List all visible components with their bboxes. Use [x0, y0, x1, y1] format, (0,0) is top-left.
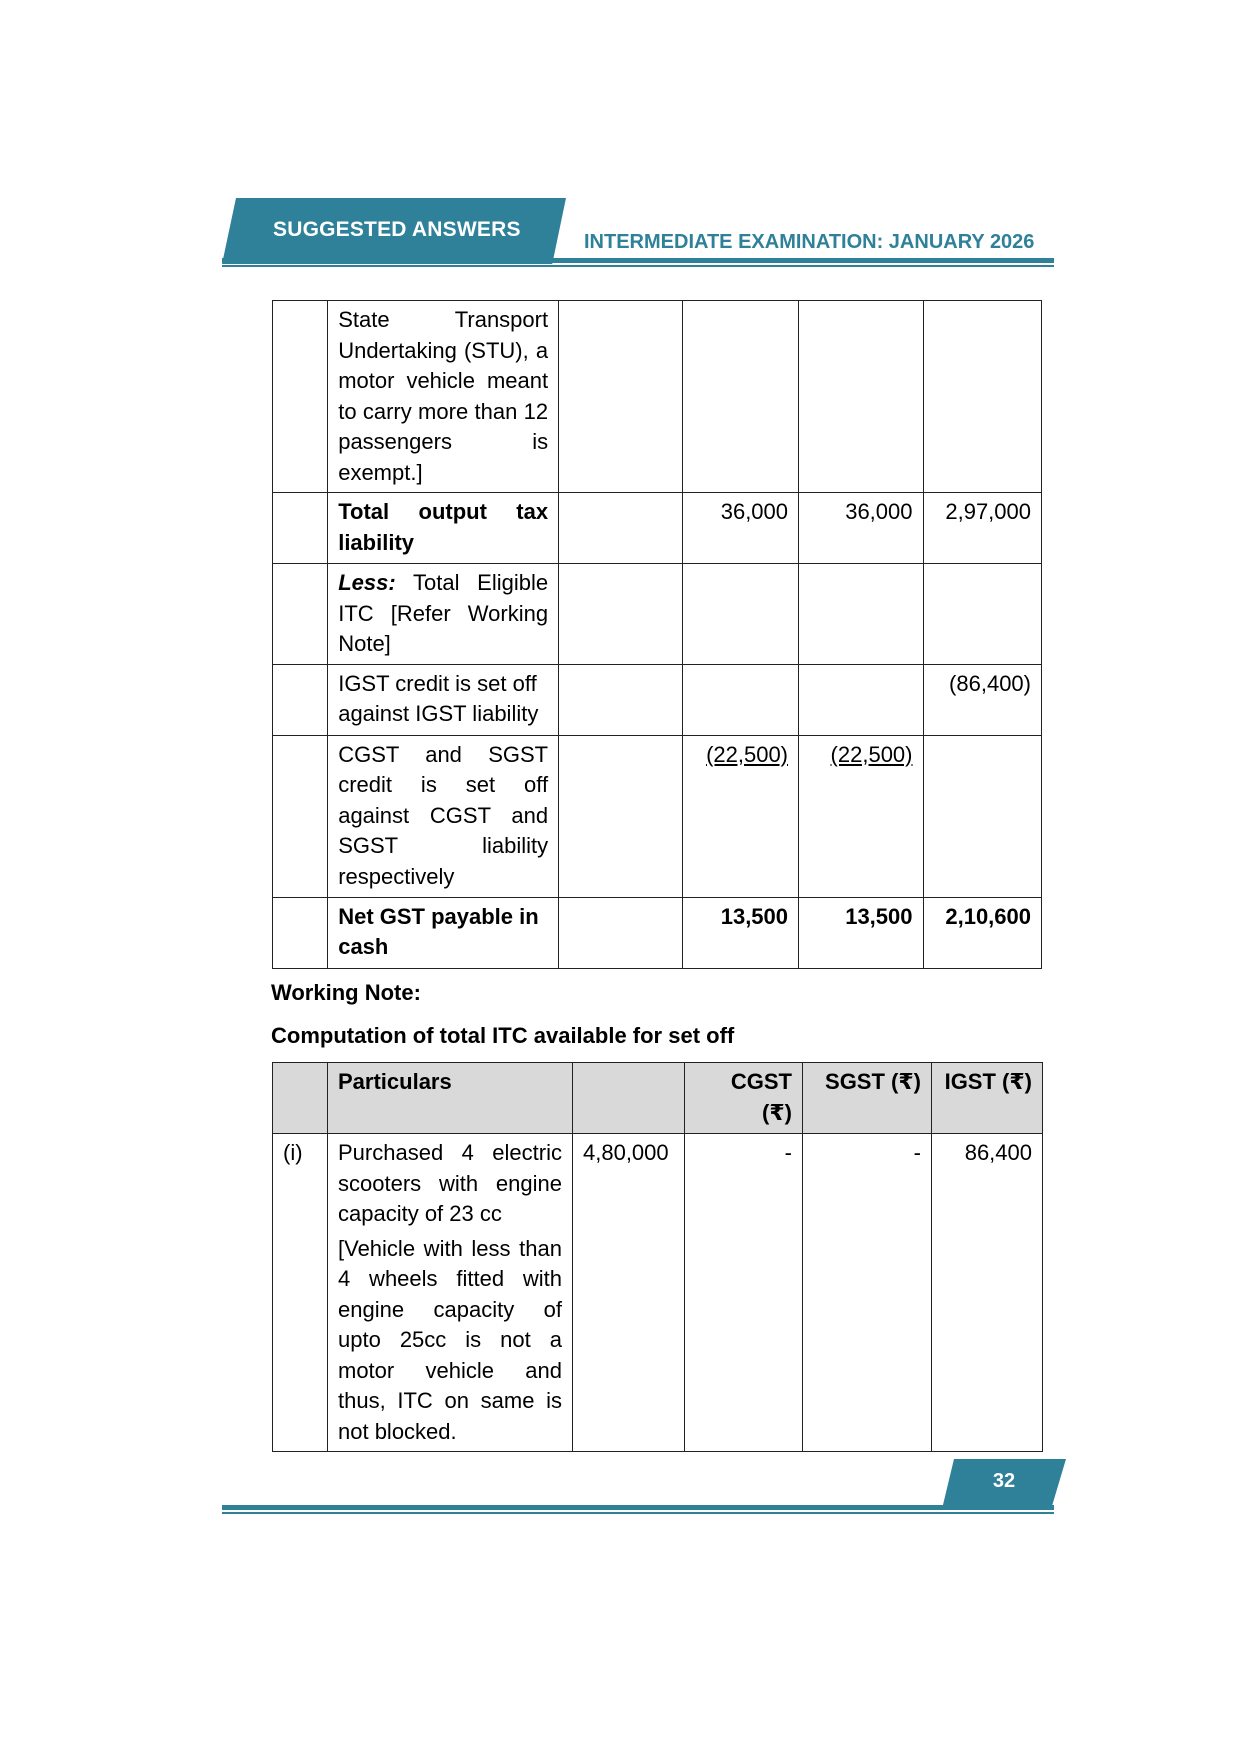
igst-header: IGST (₹): [932, 1063, 1043, 1134]
header-rule-thin: [222, 265, 1054, 267]
igst-cell: [923, 301, 1042, 493]
cgst-cell: [682, 301, 798, 493]
sgst-cell: (22,500): [799, 735, 923, 897]
table-row: [273, 664, 1042, 735]
cgst-cell: [682, 664, 798, 735]
sno-cell: (i): [273, 1134, 328, 1452]
description-cell: CGST and SGST credit is set off against CGST and SGST liability respectively: [328, 735, 559, 897]
sno-cell: [273, 897, 328, 968]
header-rule: [222, 258, 1054, 263]
cgst-cell: [682, 564, 798, 665]
igst-cell: [923, 735, 1042, 897]
item-description: Purchased 4 electric scooters with engine capacity of 23 cc: [338, 1140, 562, 1226]
description-cell: Total output tax liability: [328, 493, 559, 564]
sgst-cell: -: [803, 1134, 932, 1452]
sno-cell: [273, 493, 328, 564]
sno-cell: [273, 735, 328, 897]
particulars-header: Particulars: [328, 1063, 573, 1134]
cgst-cell: -: [685, 1134, 803, 1452]
table-row: [273, 1134, 1043, 1452]
description-cell: [328, 1134, 573, 1452]
cgst-cell: (22,500): [682, 735, 798, 897]
cgst-cell: 13,500: [682, 897, 798, 968]
igst-cell: [923, 564, 1042, 665]
table-row: [273, 301, 1042, 493]
table-row: [273, 564, 1042, 665]
table-header-row: [273, 1063, 1043, 1134]
sno-cell: [273, 664, 328, 735]
exam-title: INTERMEDIATE EXAMINATION: JANUARY 2026: [584, 231, 1035, 253]
description-cell: [328, 564, 559, 665]
sgst-cell: 13,500: [799, 897, 923, 968]
table-row: [273, 735, 1042, 897]
value-cell: [559, 564, 682, 665]
header-tab-label: SUGGESTED ANSWERS: [273, 218, 521, 241]
cgst-header: CGST (₹): [685, 1063, 803, 1134]
itc-table: [272, 1062, 1043, 1452]
sgst-header: SGST (₹): [803, 1063, 932, 1134]
sgst-cell: [799, 301, 923, 493]
working-note-subheading: Computation of total ITC available for set off: [271, 1023, 735, 1048]
page-number: 32: [992, 1470, 1016, 1492]
footer-rule: [222, 1505, 1054, 1510]
gst-liability-table: [272, 300, 1042, 969]
description-cell: IGST credit is set off against IGST liability: [328, 664, 559, 735]
sno-cell: [273, 301, 328, 493]
value-cell: 4,80,000: [573, 1134, 685, 1452]
less-text: Total Eligible ITC [Refer Working Note]: [338, 570, 549, 656]
igst-cell: (86,400): [923, 664, 1042, 735]
value-cell: [559, 735, 682, 897]
sgst-cell: [799, 564, 923, 665]
sgst-cell: 36,000: [799, 493, 923, 564]
value-cell: [559, 301, 682, 493]
description-cell: State Transport Undertaking (STU), a motor vehicle meant to carry more than 12 passengers is exempt.]: [328, 301, 559, 493]
less-label: Less:: [338, 570, 396, 595]
igst-cell: 2,10,600: [923, 897, 1042, 968]
sno-header: [273, 1063, 328, 1134]
igst-cell: 2,97,000: [923, 493, 1042, 564]
footer-rule-thin: [222, 1512, 1054, 1514]
value-header: [573, 1063, 685, 1134]
table-row: [273, 897, 1042, 968]
igst-cell: 86,400: [932, 1134, 1043, 1452]
cgst-cell: 36,000: [682, 493, 798, 564]
description-cell: Net GST payable in cash: [328, 897, 559, 968]
sgst-cell: [799, 664, 923, 735]
value-cell: [559, 897, 682, 968]
working-note-heading: Working Note:: [271, 980, 421, 1005]
sno-cell: [273, 564, 328, 665]
value-cell: [559, 493, 682, 564]
item-note: [Vehicle with less than 4 wheels fitted with engine capacity of upto 25cc is not a motor vehicle and thus, ITC on same is not blocked.: [338, 1235, 562, 1444]
table-row: [273, 493, 1042, 564]
value-cell: [559, 664, 682, 735]
